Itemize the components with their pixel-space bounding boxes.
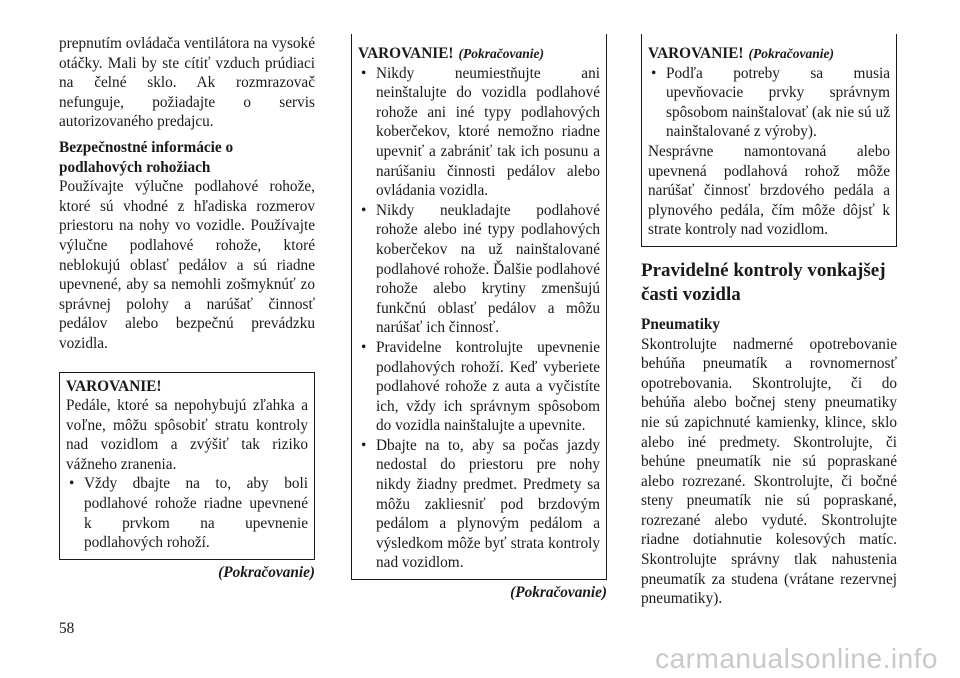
heading-line-2: podlahových rohožiach — [59, 158, 211, 176]
warning-title: VAROVANIE! — [66, 377, 162, 395]
heading-line-1: Bezpečnostné informácie o — [59, 138, 234, 156]
warning-text: Pedále, ktoré sa nepohybujú zľahka a voľne, môžu spôsobiť stratu kontroly nad vozidlom a zvýšiť tak riziko vážneho zranenia. — [66, 397, 308, 473]
intro-paragraph: prepnutím ovládača ventilátora na vysoké otáčky. Mali by ste cítiť vzduch prúdiaci na čelné sklo. Ak rozmrazovač nefunguje, požiadajte o servis autorizovaného predajcu. — [59, 35, 315, 131]
warning-title-text: VAROVANIE! — [358, 45, 454, 62]
warning-title-continued: (Pokračovanie) — [748, 46, 834, 61]
warning-bullets — [358, 64, 600, 573]
floor-mats-paragraph: Používajte výlučne podlahové rohože, ktoré sú vhodné z hľadiska rozmerov priestoru na nohy vo vozidle. Používajte výlučne podlahové rohože, ktoré neblokujú oblasť pedálov a sú riadne upevnené, aby sa nemohli zošmyknúť zo správnej polohy a narúšať činnosť pedálov alebo bezpečnú prevádzku vozidla. — [59, 178, 315, 352]
warning-bullet: • Dbajte na to, aby sa počas jazdy nedostal do priestoru pre nohy nikdy žiadny predmet. Predmety sa môžu zakliesniť pod brzdovým pedálom a plynovým pedálom a výsledkom môže byť strata kontroly nad vozidlom. — [358, 436, 600, 573]
column-right — [641, 34, 897, 609]
warning-box-3 — [641, 34, 897, 247]
warning-bullets — [66, 474, 308, 552]
column-middle — [351, 34, 607, 602]
section-heading-floor-mats — [59, 138, 315, 177]
warning-bullet: • Podľa potreby sa musia upevňovacie prvky správnym spôsobom nainštalovať (ak nie sú už nainštalované z výroby). — [648, 64, 890, 142]
warning-title-continued: (Pokračovanie) — [458, 46, 544, 61]
subheading-tires: Pneumatiky — [641, 315, 721, 333]
continued-label: (Pokračovanie) — [510, 584, 607, 602]
page-number: 58 — [59, 620, 75, 637]
warning-title — [358, 44, 600, 64]
warning-text: Nesprávne namontovaná alebo upevnená podlahová rohož môže narúšať činnosť brzdového pedála a plynového pedála, čím môže dôjsť k strate kontroly nad vozidlom. — [648, 142, 890, 239]
tires-paragraph: Skontrolujte nadmerné opotrebovanie behúňa pneumatík a rovnomernosť opotrebovania. Skontrolujte, či do behúňa alebo bočnej steny pneumatiky nie sú zapichnuté kamienky, klince, sklo alebo iné predmety. Skontrolujte, či behúne pneumatík nie sú popraskané alebo rozrezané. Skontrolujte, či bočné steny pneumatík nie sú popraskané, rozrezané alebo vyduté. Skontrolujte riadne dotiahnutie kolesových matíc. Skontrolujte správny tlak nahustenia pneumatík za studena (vrátane rezervnej pneumatiky). — [641, 335, 897, 608]
watermark: carmanualsonline.info — [655, 643, 938, 674]
warning-bullet: • Pravidelne kontrolujte upevnenie podlahových rohoží. Keď vyberiete podlahové rohože z auta a vyčistíte ich, vždy ich správnym spôsobom do vozidla nainštalujte a upevnite. — [358, 338, 600, 436]
warning-bullet: • Vždy dbajte na to, aby boli podlahové rohože riadne upevnené k prvkom na upevnenie podlahových rohoží. — [66, 474, 308, 552]
warning-bullet: • Nikdy neukladajte podlahové rohože alebo iné typy podlahových koberčekov na už nainštalované podlahové rohože. Ďalšie podlahové rohože alebo krytiny zmenšujú funkčnú oblasť pedálov a môžu narúšať ich činnosť. — [358, 201, 600, 338]
warning-box-1 — [59, 372, 315, 560]
warning-box-2 — [351, 34, 607, 580]
warning-bullets — [648, 64, 890, 142]
warning-bullet: • Nikdy neumiestňujte ani neinštalujte do vozidla podlahové rohože ani iné typy podlahových koberčekov, ktoré nemožno riadne upevniť a zabrániť tak ich posunu a narúšaniu činnosti pedálov alebo ovládania vozidla. — [358, 64, 600, 201]
warning-title — [648, 44, 890, 64]
continued-label: (Pokračovanie) — [218, 563, 315, 581]
section-title: Pravidelné kontroly vonkajšej časti vozidla — [641, 259, 886, 305]
warning-title-text: VAROVANIE! — [648, 45, 744, 62]
column-left — [59, 34, 315, 582]
